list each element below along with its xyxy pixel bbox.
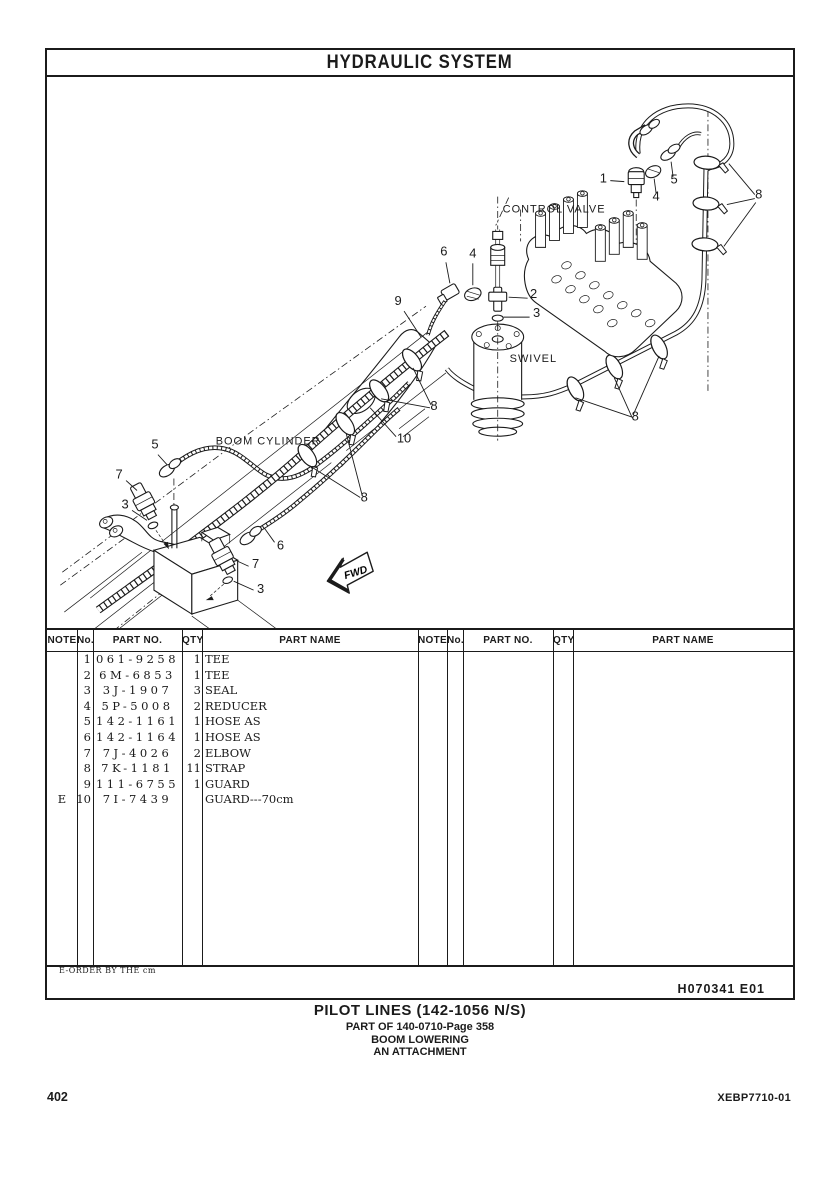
col-partno-header-2: PART NO. (483, 635, 533, 646)
cell-name: GUARD (205, 776, 250, 791)
callout-number: 6 (276, 537, 285, 553)
cell-no: 8 (83, 761, 91, 776)
table-row (47, 683, 793, 699)
callout-leader (446, 262, 450, 283)
col-no-header: No. (77, 635, 95, 646)
cell-no: 4 (83, 698, 91, 713)
callout-leader (265, 528, 275, 542)
col-partname-header-2: PART NAME (652, 635, 714, 646)
callout-leader (238, 561, 249, 566)
callout-number: 8 (430, 397, 438, 413)
table-row (47, 714, 793, 730)
callout-number: 5 (151, 436, 159, 452)
hose-5-and-6 (170, 383, 412, 534)
table-row (47, 730, 793, 746)
cell-qty: 1 (193, 730, 201, 744)
table-footnote: E-ORDER BY THE cm (59, 966, 156, 975)
document-code: XEBP7710-01 (717, 1092, 791, 1104)
callout-number: 5 (670, 171, 678, 187)
cell-pn: 142-1164 (95, 730, 180, 744)
col-no-header-2: No. (447, 635, 465, 646)
callout-number: 7 (115, 466, 123, 482)
cell-pn: 7K-1181 (101, 761, 174, 776)
figure-subtitle3: AN ATTACHMENT (373, 1046, 467, 1058)
figure-subtitle2: BOOM LOWERING (371, 1033, 469, 1046)
callout-leader (724, 203, 756, 247)
col-partname-header: PART NAME (279, 635, 341, 646)
callout-number: 10 (396, 430, 412, 446)
callout-leader (509, 297, 528, 298)
table-row (47, 652, 793, 668)
callout-number: 3 (121, 496, 129, 512)
control-valve-drawing (496, 188, 682, 357)
callout-number: 2 (529, 286, 538, 302)
callout-number: 8 (755, 186, 763, 202)
cell-qty: 1 (193, 652, 201, 666)
callout-number: 4 (652, 188, 660, 204)
callout-leader (729, 164, 755, 195)
callout-number: 8 (631, 408, 639, 424)
callout-leader (158, 455, 167, 465)
title-bar (47, 50, 793, 77)
cell-qty: 1 (193, 776, 201, 791)
cell-no: 6 (83, 730, 91, 744)
cell-pn: 7J-4026 (102, 745, 173, 760)
page-frame (45, 48, 795, 1000)
callout-number: 8 (360, 489, 368, 505)
cell-name: GUARD---70cm (205, 792, 294, 807)
callout-leader (575, 398, 631, 417)
cell-name: TEE (205, 667, 230, 682)
cell-qty: 3 (193, 683, 201, 698)
cell-pn: 142-1161 (95, 714, 180, 729)
cell-pn: 061-9258 (95, 652, 180, 666)
pilot-pipe-fittings (428, 197, 507, 335)
table-row (47, 668, 793, 684)
cell-qty: 11 (186, 761, 201, 776)
callout-number: 4 (469, 245, 477, 261)
parts-table (47, 628, 793, 967)
diagram-label: SWIVEL (509, 352, 558, 365)
cell-name: HOSE AS (205, 714, 261, 729)
callout-number: 3 (256, 581, 265, 597)
cell-no: 1 (83, 652, 91, 666)
figure-subtitle: PART OF 140-0710-Page 358 (345, 1021, 495, 1033)
callout-leader (404, 311, 421, 337)
cell-pn: 3J-1907 (102, 683, 173, 698)
page-title: HYDRAULIC SYSTEM (327, 52, 513, 73)
table-row (47, 746, 793, 762)
page-number: 402 (47, 1090, 68, 1104)
swivel-drawing (471, 323, 524, 441)
cell-name: STRAP (205, 761, 246, 776)
cell-pn: 7I-7439 (102, 792, 173, 807)
callout-number: 3 (532, 305, 541, 321)
cell-pn: 111-6755 (95, 776, 180, 791)
callout-leader (610, 181, 624, 182)
col-qty-header-2: QTY (553, 635, 575, 646)
cell-name: SEAL (205, 683, 238, 698)
callout-number: 7 (251, 556, 260, 572)
table-row (47, 699, 793, 715)
cell-name: ELBOW (205, 745, 251, 760)
col-note-header-2: NOTE (418, 635, 447, 646)
callout-number: 1 (599, 170, 607, 186)
table-header (47, 630, 793, 652)
diagram-label: BOOM CYLINDER (215, 435, 321, 448)
cell-qty: 1 (193, 667, 201, 682)
cell-no: 10 (76, 792, 91, 807)
cell-pn: 6M-6853 (99, 667, 176, 682)
diagram-label: CONTROL VALVE (502, 203, 606, 216)
drawing-ref: H070341 E01 (677, 982, 765, 996)
cell-name: REDUCER (205, 698, 267, 713)
cell-qty: 2 (193, 745, 201, 760)
table-row (47, 761, 793, 777)
cell-no: 2 (83, 667, 91, 682)
cell-no: 7 (83, 745, 91, 760)
callout-leader (727, 199, 755, 205)
table-row (47, 777, 793, 793)
callout-number: 6 (440, 243, 448, 259)
cell-no: 3 (83, 683, 91, 698)
cell-qty: 2 (193, 698, 201, 713)
col-note-header: NOTE (47, 635, 77, 646)
cell-qty (182, 792, 201, 808)
cell-name: HOSE AS (205, 730, 261, 744)
parts-diagram (47, 77, 793, 628)
cell-note: E (57, 792, 67, 807)
callout-leader (633, 356, 659, 415)
cell-qty: 1 (193, 714, 201, 729)
figure-title: PILOT LINES (142-1056 N/S) (313, 1002, 527, 1019)
col-partno-header: PART NO. (112, 635, 163, 646)
diagram-label: FWD (342, 564, 369, 583)
cell-no: 5 (83, 714, 91, 729)
guard-bundle (98, 333, 447, 610)
cell-name: TEE (205, 652, 230, 666)
table-row (47, 792, 793, 808)
cell-pn: 5P-5008 (101, 698, 174, 713)
callout-number: 9 (394, 293, 402, 309)
cell-no: 9 (83, 776, 91, 791)
figure-caption (45, 1003, 795, 1058)
col-qty-header: QTY (182, 635, 204, 646)
